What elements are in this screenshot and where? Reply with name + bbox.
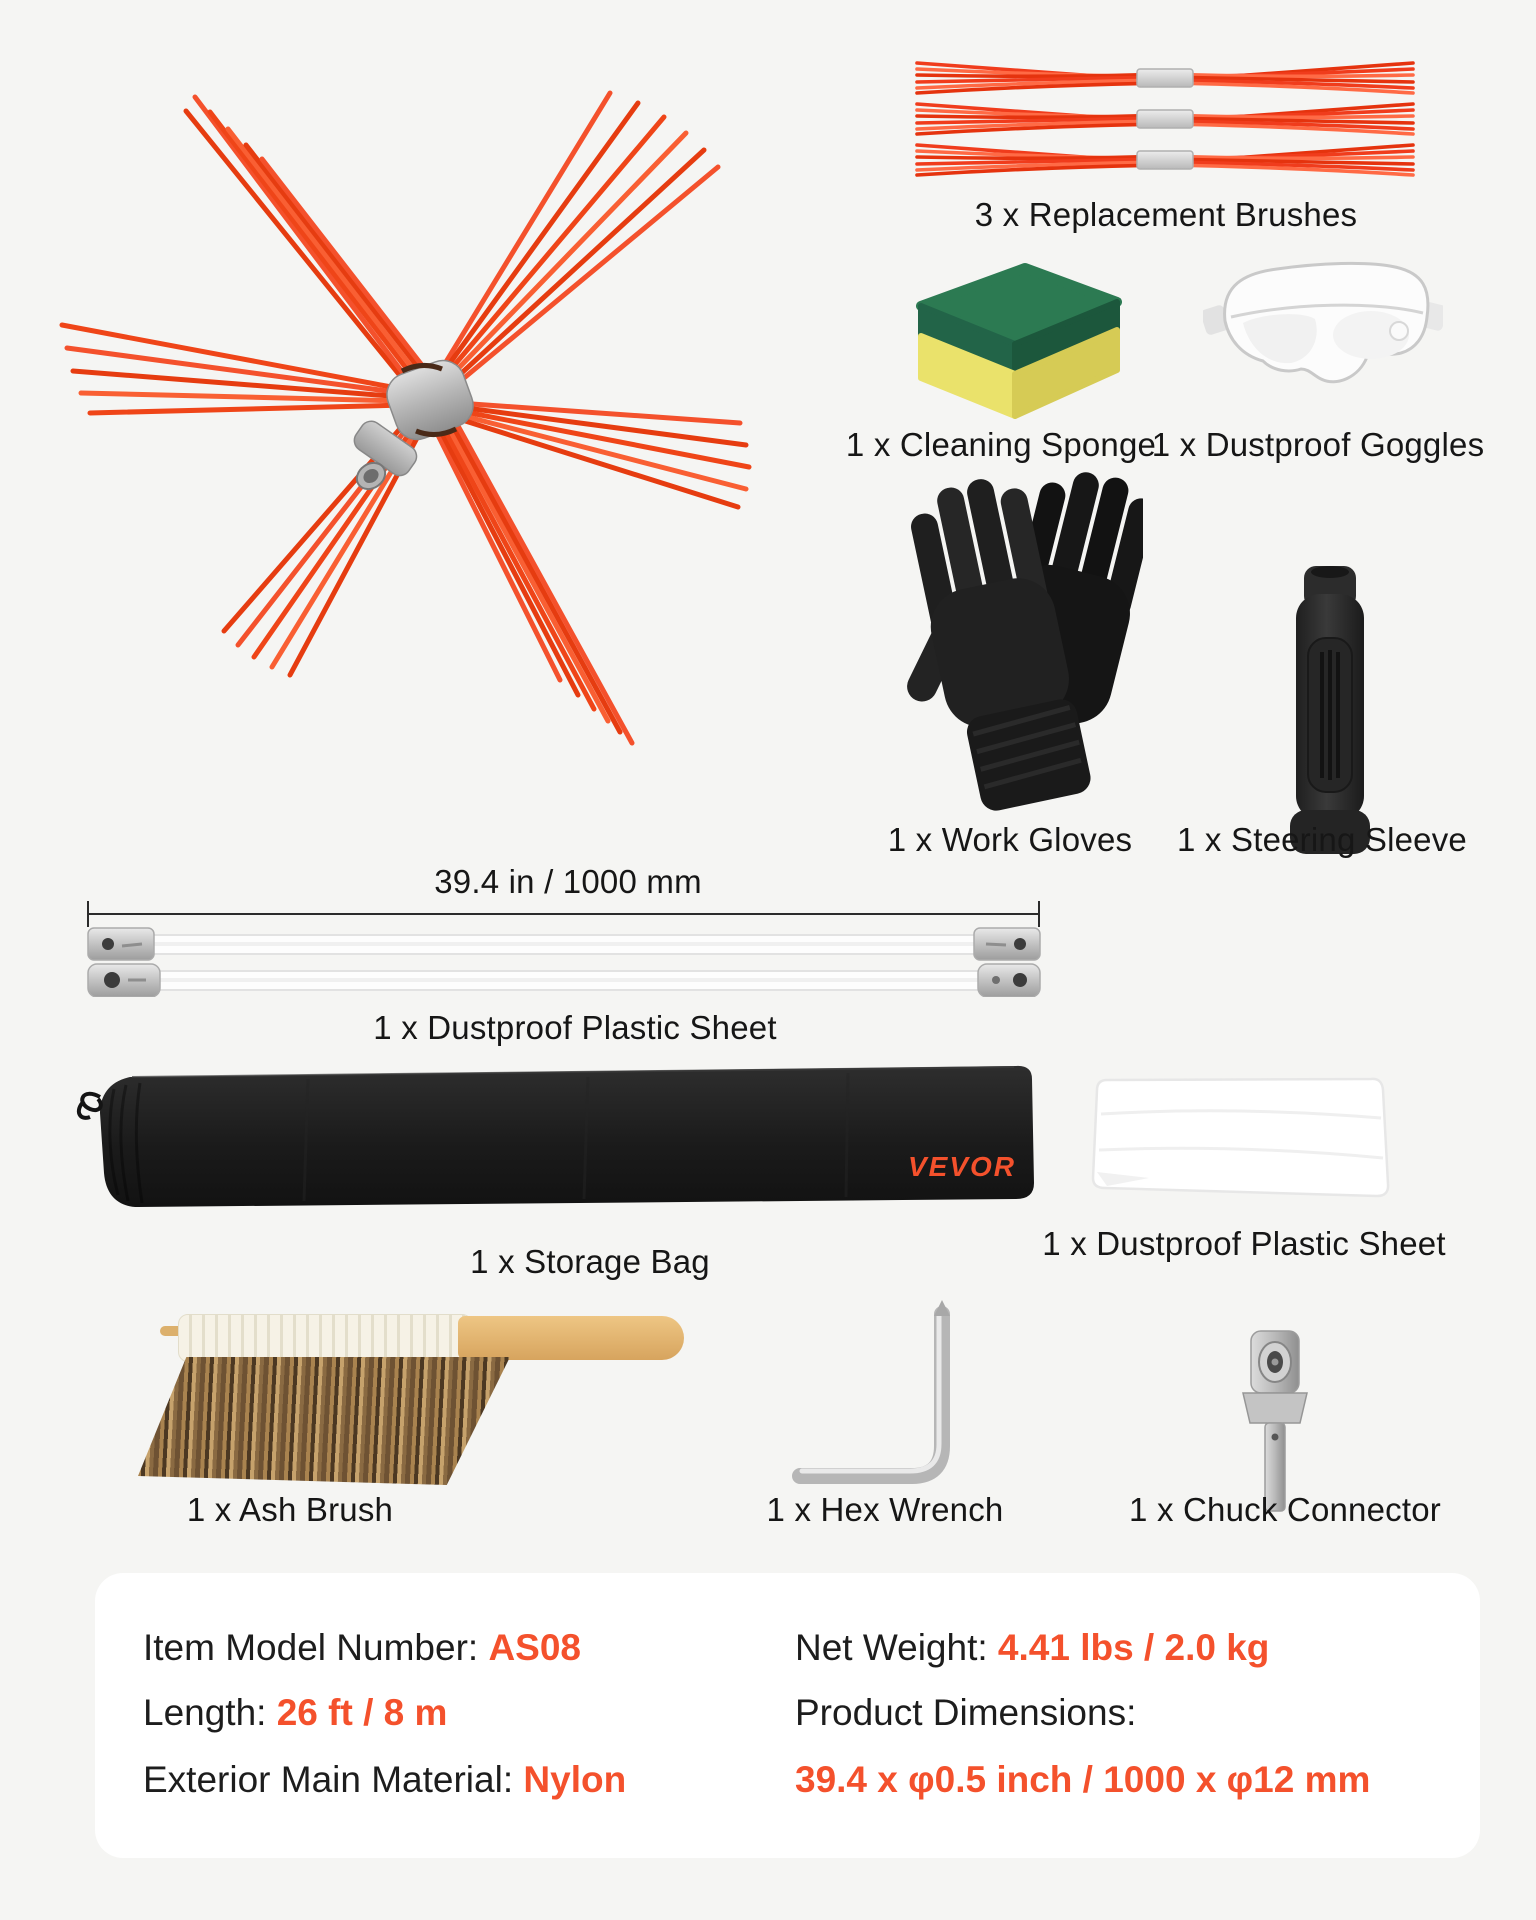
spec-length-label: Length: xyxy=(143,1692,277,1733)
steering-sleeve-image xyxy=(1280,560,1380,860)
spec-weight xyxy=(795,1625,1269,1671)
plastic-sheet-label: 1 x Dustproof Plastic Sheet xyxy=(1042,1225,1446,1262)
replacement-brushes-image xyxy=(915,56,1415,182)
cleaning-sponge-label: 1 x Cleaning Sponge xyxy=(845,426,1157,463)
ash-brush-handle xyxy=(458,1316,684,1360)
hex-wrench-label: 1 x Hex Wrench xyxy=(766,1491,1004,1528)
spec-dimensions-label: Product Dimensions: xyxy=(795,1692,1137,1733)
spec-model-value: AS08 xyxy=(488,1627,582,1668)
spec-length xyxy=(143,1690,447,1736)
spec-material xyxy=(143,1757,626,1803)
spec-material-value: Nylon xyxy=(523,1759,627,1800)
steering-sleeve-label: 1 x Steering Sleeve xyxy=(1177,821,1467,858)
ash-brush-spine xyxy=(178,1314,472,1362)
spec-dimensions-value: 39.4 x φ0.5 inch / 1000 x φ12 mm xyxy=(795,1759,1371,1800)
dustproof-goggles-image xyxy=(1203,243,1443,418)
spec-card xyxy=(95,1573,1480,1858)
dustproof-goggles-label: 1 x Dustproof Goggles xyxy=(1151,426,1485,463)
bristle-bundle-up-right xyxy=(438,93,718,383)
bag-drawstring xyxy=(79,1094,101,1118)
replacement-brush-strip xyxy=(917,145,1413,175)
plastic-sheet-image xyxy=(1085,1066,1405,1211)
bristle-bundle-left xyxy=(62,325,406,413)
dimension-line xyxy=(88,913,1040,915)
storage-bag-image xyxy=(68,1055,1053,1220)
rod-1 xyxy=(88,928,1040,960)
rod-dimension-text: 39.4 in / 1000 mm xyxy=(434,863,702,900)
spec-model xyxy=(143,1625,581,1671)
work-gloves-label: 1 x Work Gloves xyxy=(887,821,1133,858)
bristle-bundle-right xyxy=(458,403,749,507)
chuck-connector-label: 1 x Chuck Connector xyxy=(1129,1491,1441,1528)
rods-row-label: 1 x Dustproof Plastic Sheet xyxy=(373,1009,777,1046)
extension-rods-image xyxy=(82,922,1062,997)
work-gloves-image xyxy=(893,462,1143,862)
rod-2 xyxy=(88,964,1040,997)
cleaning-sponge-image xyxy=(903,248,1133,423)
ash-brush-label: 1 x Ash Brush xyxy=(186,1491,394,1528)
ash-brush-image xyxy=(120,1310,690,1490)
chimney-brush-head-image xyxy=(40,55,760,825)
spec-length-value: 26 ft / 8 m xyxy=(276,1692,448,1733)
spec-material-label: Exterior Main Material: xyxy=(143,1759,524,1800)
hex-wrench-image xyxy=(790,1298,970,1508)
replacement-brushes-label: 3 x Replacement Brushes xyxy=(974,196,1358,233)
replacement-brush-strip xyxy=(917,104,1413,134)
bristle-bundle-up-left xyxy=(186,97,428,388)
spec-model-label: Item Model Number: xyxy=(143,1627,489,1668)
storage-bag-label: 1 x Storage Bag xyxy=(470,1243,710,1280)
vevor-logo: VEVOR xyxy=(908,1151,1017,1182)
spec-weight-label: Net Weight: xyxy=(795,1627,998,1668)
chuck-connector-image xyxy=(1238,1325,1318,1515)
spec-weight-value: 4.41 lbs / 2.0 kg xyxy=(997,1627,1270,1668)
replacement-brush-strip xyxy=(917,63,1413,93)
ash-brush-bristles xyxy=(138,1357,510,1485)
